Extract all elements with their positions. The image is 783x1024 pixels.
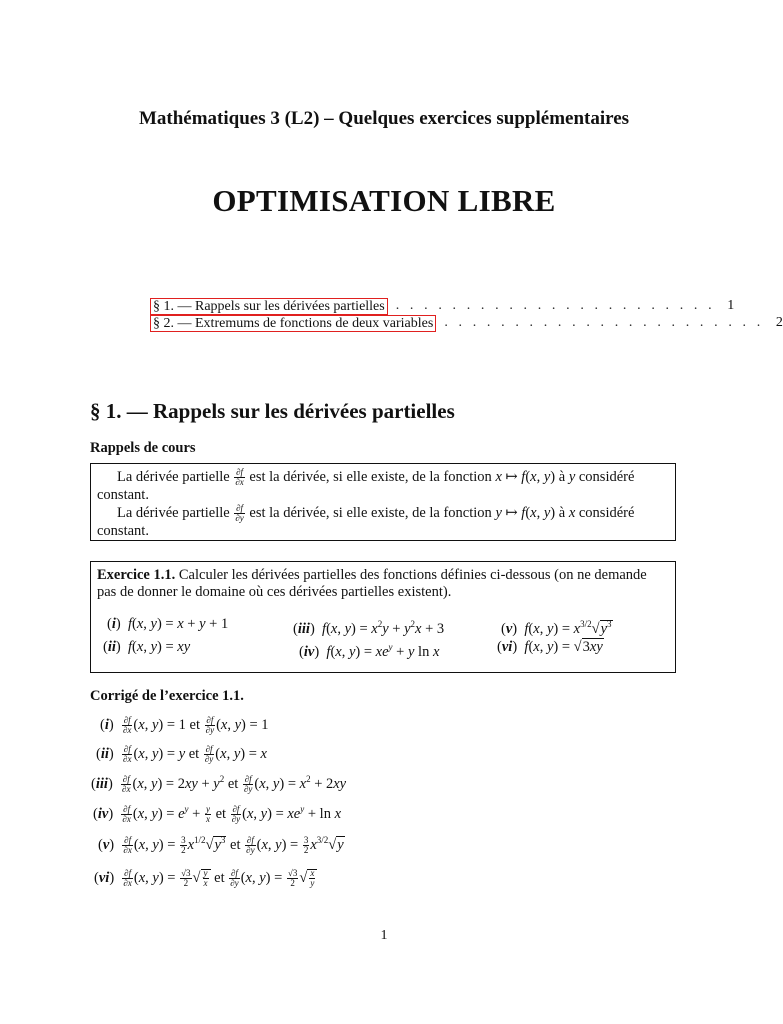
toc-leader: . . . . . . . . . . . . . . . . . . . . . . .: [395, 298, 716, 313]
solution-iii: (iii) $\frac{\partial f}{\partial x}$ (x, $y) = 2xy + y^2$ et $\frac{\partial f}{\partial y}$ (x, $y) = x^2 + 2xy$: [91, 774, 347, 794]
toc-page-number: 2: [775, 315, 783, 330]
function-iv: (iv) f(x, $y) = xe^y + y$ ln x: [299, 642, 440, 660]
solution-i: (i) $\frac{\partial f}{\partial x}$ (x, y) = 1 et $\frac{\partial f}{\partial y}$ (x, y) = 1: [100, 715, 269, 735]
section-heading: § 1. — Rappels sur les dérivées partielles: [90, 399, 455, 423]
rappel-line-y: La dérivée partielle $\frac{\partial f}{\partial y}$ est la dérivée, si elle existe, de la fonction y ↦ f(x, y) à x considéré: [117, 503, 635, 523]
exercise-box: [90, 561, 676, 673]
document-title: OPTIMISATION LIBRE: [212, 183, 556, 218]
solution-ii: (ii) $\frac{\partial f}{\partial x}$ (x, y) = y et $\frac{\partial f}{\partial y}$ (x, y) = x: [96, 744, 267, 764]
exercise-statement: Exercice 1.1. Calculer les dérivées partielles des fonctions définies ci-dessous (on ne demande pas de donner le domaine où ces dérivées partielles existent).: [97, 567, 647, 600]
function-iii: (iii) f(x, $y) = x^2y + y^2x + 3$: [293, 619, 445, 637]
function-v: (v) f(x, $y) = x^{3/2}√y^3$: [501, 619, 612, 637]
solution-iv: (iv) $\frac{\partial f}{\partial x}$ (x, $y) = e^y$ + $\frac{y}{x}$ et $\frac{\partial f}{\partial y}$ (x, $y) = xe^y + \ln x$: [93, 804, 342, 824]
partial-frac: $\frac{\partial f}{\partial x}$: [235, 467, 244, 487]
toc-link-section-1[interactable]: § 1. — Rappels sur les dérivées partielles: [150, 298, 388, 315]
rappels-heading: Rappels de cours: [90, 440, 196, 456]
corrige-heading: Corrigé de l’exercice 1.1.: [90, 688, 244, 704]
solution-vi: (vi) $\frac{\partial f}{\partial x}$ (x, y) = $\frac{√3}{2}$ √ $\frac{y}{x}$ et $\frac{\partial f}{\partial y}$ (x, y) = $\frac{√3}{2}$ √ $\frac{x}{y}$: [94, 869, 317, 888]
rappel-line-x: La dérivée partielle $\frac{\partial f}{\partial x}$ est la dérivée, si elle existe, de la fonction x ↦ f(x, y) à y considéré: [117, 467, 635, 487]
function-i: (i) f(x, y) = x + y + 1: [107, 616, 229, 632]
solution-v: (v) $\frac{\partial f}{\partial x}$ (x, y) = $\frac{3}{2}$ $x^{1/2}√y^3$ et $\frac{\partial f}{\partial y}$ (x, y) = $\frac{3}{2}$ $x^{3/2}√y$: [98, 835, 344, 855]
page-number: 1: [380, 928, 388, 943]
document-header: Mathématiques 3 (L2) – Quelques exercices supplémentaires: [138, 108, 630, 129]
toc-link-section-2[interactable]: § 2. — Extremums de fonctions de deux variables: [150, 315, 436, 332]
toc-leader: . . . . . . . . . . . . . . . . . . . . . . .: [444, 315, 764, 330]
function-vi: (vi) f(x, y) = √3xy: [497, 639, 603, 655]
rappels-box: La dérivée partielle $\frac{\partial f}{\partial x}$ est la dérivée, si elle existe, de la fonction x ↦ f(x, y) à y considéré constant. La dérivée partielle $\frac{\partial f}{\partial y}$ est la dérivée, si elle existe, de la fonction y ↦ f(x, y) à x considéré constant.: [90, 463, 676, 541]
function-ii: (ii) f(x, y) = xy: [103, 639, 191, 655]
toc-row-2: [150, 313, 783, 333]
toc-page-number: 1: [727, 298, 735, 313]
partial-frac: $\frac{\partial f}{\partial y}$: [235, 503, 244, 523]
